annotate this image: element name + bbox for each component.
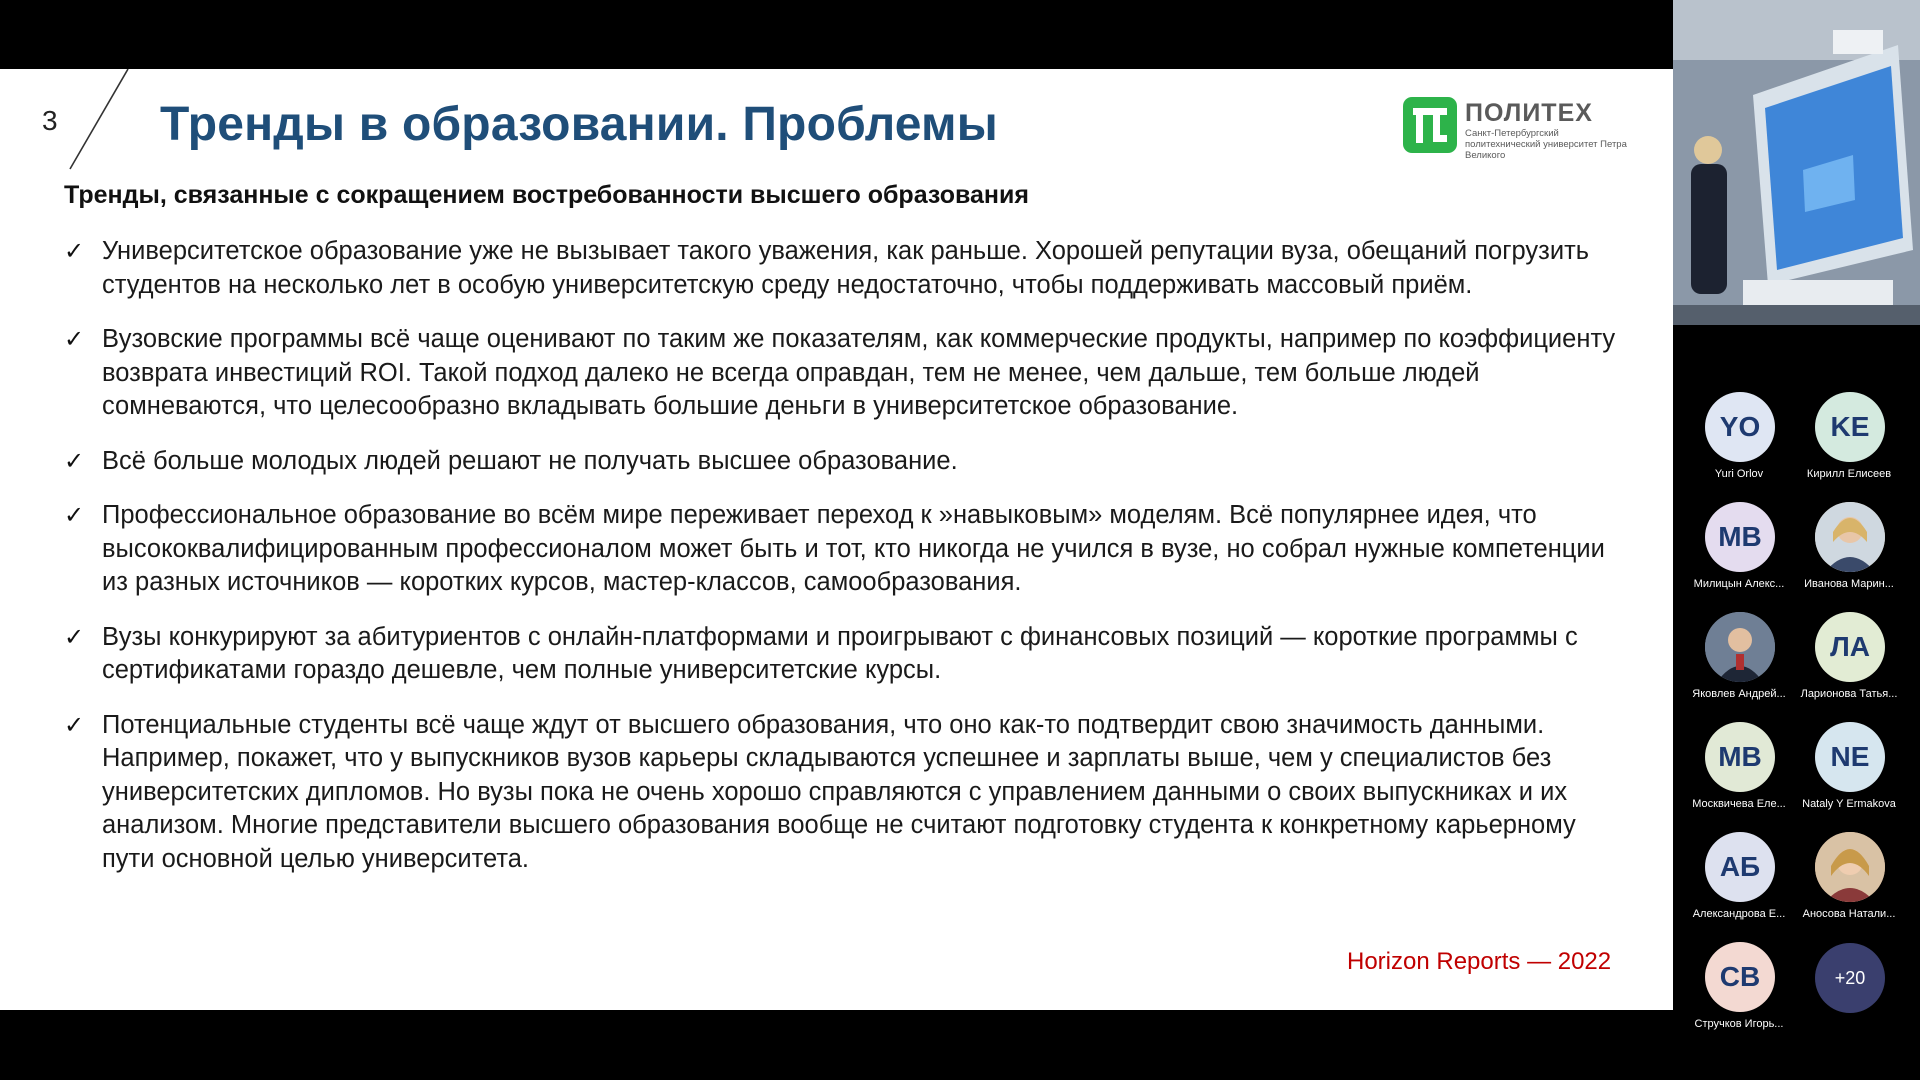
presenter-video-frame bbox=[1673, 0, 1920, 325]
participant-tile[interactable] bbox=[1684, 502, 1794, 602]
participant-tile[interactable] bbox=[1684, 942, 1794, 1042]
bullet-text: Всё больше молодых людей решают не получать высшее образование. bbox=[102, 446, 958, 475]
participant-tile[interactable] bbox=[1794, 612, 1904, 712]
participant-tile[interactable] bbox=[1684, 832, 1794, 932]
participant-tile[interactable] bbox=[1684, 612, 1794, 712]
avatar: АБ bbox=[1705, 832, 1775, 902]
person-photo-icon bbox=[1705, 612, 1775, 682]
avatar: MB bbox=[1705, 722, 1775, 792]
check-icon: ✓ bbox=[64, 238, 85, 265]
source-citation: Horizon Reports — 2022 bbox=[1347, 948, 1612, 975]
more-participants-button[interactable]: +20 bbox=[1815, 943, 1885, 1013]
avatar: KE bbox=[1815, 392, 1885, 462]
participant-name: Милицын Алекс... bbox=[1693, 578, 1785, 590]
participant-name: Nataly Y Ermakova bbox=[1802, 798, 1896, 810]
participant-tile[interactable] bbox=[1794, 392, 1904, 492]
bullet-list bbox=[64, 235, 1624, 897]
bullet-text: Вузы конкурируют за абитуриентов с онлайн-платформами и проигрывают с финансовых позиций — короткие программы с сертификатами гораздо дешевле, чем полные университетские курсы. bbox=[102, 622, 1578, 684]
avatar: CB bbox=[1705, 942, 1775, 1012]
avatar: MB bbox=[1705, 502, 1775, 572]
check-icon: ✓ bbox=[64, 326, 85, 353]
person-photo-icon bbox=[1815, 502, 1885, 572]
polytech-logo-icon bbox=[1403, 97, 1457, 153]
bullet-text: Профессиональное образование во всём мире переживает переход к »навыковым» моделям. Всё популярнее идея, что высококвалифицированным профессионалом может быть и тот, кто никогда не учился в вузе, но собрал нужные компетенции из разных источников — коротких курсов, мастер-классов, самообразования. bbox=[102, 501, 1605, 596]
participant-name: Yuri Orlov bbox=[1714, 468, 1764, 480]
check-icon: ✓ bbox=[64, 623, 85, 651]
check-icon: ✓ bbox=[64, 447, 85, 475]
bullet-item bbox=[64, 445, 1624, 479]
participant-name: Ларионова Татья... bbox=[1800, 688, 1898, 700]
slide-subtitle: Тренды, связанные с сокращением востребованности высшего образования bbox=[64, 181, 1029, 209]
bullet-item bbox=[64, 323, 1624, 424]
avatar: NE bbox=[1815, 722, 1885, 792]
bullet-item bbox=[64, 621, 1624, 688]
participant-name: Москвичева Еле... bbox=[1692, 798, 1786, 810]
participant-name: Александрова Е... bbox=[1692, 908, 1786, 920]
slide-title: Тренды в образовании. Проблемы bbox=[160, 98, 998, 151]
presenter-video[interactable] bbox=[1673, 0, 1920, 325]
slide-number: 3 bbox=[42, 105, 58, 136]
check-icon: ✓ bbox=[64, 502, 85, 529]
bullet-item bbox=[64, 235, 1624, 302]
presentation-slide bbox=[0, 69, 1673, 1010]
logo-subtitle: Санкт-Петербургский политехнический университет Петра Великого bbox=[1465, 128, 1627, 161]
polytech-logo bbox=[1403, 97, 1633, 161]
participant-tile[interactable] bbox=[1794, 832, 1904, 932]
bullet-text: Потенциальные студенты всё чаще ждут от высшего образования, что оно как-то подтвердит свою значимость данными. Например, покажет, что у выпускников вузов карьеры складываются успешнее и зарплаты выше, чем у специалистов без университетских дипломов. Но вузы пока не очень хорошо справляются с управлением данными о своих выпускниках и их анализом. Многие представители высшего образования вообще не считают подготовку студента к конкретному карьерному пути основной целью университета. bbox=[102, 710, 1576, 873]
participant-tile[interactable] bbox=[1794, 722, 1904, 822]
participant-tile[interactable] bbox=[1684, 722, 1794, 822]
logo-name: ПОЛИТЕХ bbox=[1465, 99, 1593, 127]
participant-name: Яковлев Андрей... bbox=[1692, 688, 1786, 700]
person-photo-icon bbox=[1815, 832, 1885, 902]
participant-name: Иванова Марин... bbox=[1804, 578, 1894, 590]
slide-divider-line bbox=[0, 69, 140, 179]
bullet-item bbox=[64, 499, 1624, 600]
bullet-text: Вузовские программы всё чаще оценивают по таким же показателям, как коммерческие продукты, например по коэффициенту возврата инвестиций ROI. Такой подход далеко не всегда оправдан, тем не менее, чем дальше, тем больше людей сомневаются, что целесообразно вкладывать большие деньги в университетское образование. bbox=[102, 325, 1616, 420]
participant-name: Стручков Игорь... bbox=[1694, 1018, 1784, 1030]
participant-tile[interactable] bbox=[1684, 392, 1794, 492]
participant-name: Аносова Натали... bbox=[1802, 908, 1896, 920]
check-icon: ✓ bbox=[64, 711, 85, 739]
participant-name: Кирилл Елисеев bbox=[1806, 468, 1892, 480]
participant-tile[interactable] bbox=[1794, 502, 1904, 602]
bullet-text: Университетское образование уже не вызывает такого уважения, как раньше. Хорошей репутации вуза, обещаний погрузить студентов на несколько лет в особую университетскую среду недостаточно, чтобы поддерживать массовый приём. bbox=[102, 237, 1590, 299]
avatar: ЛА bbox=[1815, 612, 1885, 682]
avatar: YO bbox=[1705, 392, 1775, 462]
bullet-item bbox=[64, 709, 1624, 877]
